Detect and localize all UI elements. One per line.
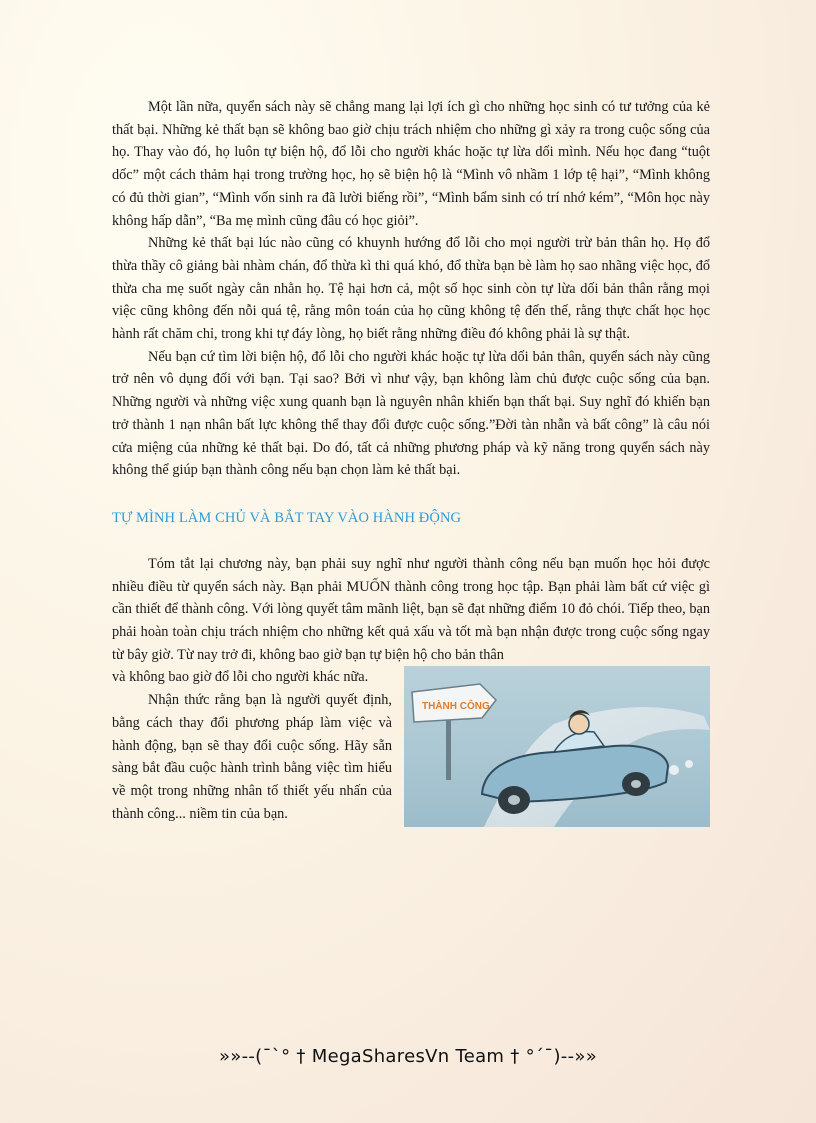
paragraph-1: Một lần nữa, quyển sách này sẽ chẳng mang lại lợi ích gì cho những học sinh có tư tưởng của kẻ thất bại. Những kẻ thất bạn sẽ không bao giờ chịu trách nhiệm cho những gì xảy ra trong cuộc sống của họ. Thay vào đó, họ luôn tự biện hộ, đổ lỗi cho người khác hoặc tự lừa dối mình. Nếu học đang “tuột dốc” một cách thảm hại trong trường học, họ sẽ biện hộ là “Mình vô nhầm 1 lớp tệ hại”, “Mình không có đủ thời gian”, “Mình vốn sinh ra đã lười biếng rồi”, “Mình bẩm sinh có trí nhớ kém”, “Môn học này không hấp dẫn”, “Ba mẹ mình cũng đâu có học giỏi”.	[112, 99, 710, 229]
section-heading: TỰ MÌNH LÀM CHỦ VÀ BẮT TAY VÀO HÀNH ĐỘNG	[112, 509, 462, 526]
paragraph-3: Nếu bạn cứ tìm lời biện hộ, đổ lỗi cho người khác hoặc tự lừa dối bản thân, quyển sách này cũng trở nên vô dụng đối với bạn. Tại sao? Bởi vì như vậy, bạn không làm chủ được cuộc sống của bạn. Những người và những việc xung quanh bạn là nguyên nhân khiến bạn thất bại. Suy nghĩ đó khiến bạn trở thành 1 nạn nhân bất lực không thể thay đổi được cuộc sống.”Đời tàn nhẫn và bất công” là câu nói cửa miệng của những kẻ thất bại. Do đó, tất cả những phương pháp và kỹ năng trong quyển sách này không thể giúp bạn thành công nếu bạn chọn làm kẻ thất bại.	[112, 348, 710, 479]
paragraph-summary: Tóm tắt lại chương này, bạn phải suy nghĩ như người thành công nếu bạn muốn học hỏi được nhiều điều từ quyển sách này. Bạn phải MUỐN thành công trong học tập. Bạn phải làm bất cứ việc gì cần thiết để thành công. Với lòng quyết tâm mãnh liệt, bạn sẽ đạt những điểm 10 đỏ chói. Tiếp theo, bạn phải hoàn toàn chịu trách nhiệm cho những kết quả xấu và tốt mà bạn nhận được trong cuộc sống ngay từ bây giờ. Từ nay trở đi, không bao giờ bạn tự biện hộ cho bản thân	[112, 555, 710, 663]
document-body	[112, 96, 710, 825]
sign-text	[422, 699, 490, 712]
car-drawing	[404, 666, 710, 827]
footer-signature: »»--(¯`° † MegaSharesVn Team † °´¯)--»»	[218, 1046, 598, 1067]
text-with-illustration	[112, 666, 710, 825]
paragraph-2: Những kẻ thất bại lúc nào cũng có khuynh hướng đổ lỗi cho mọi người trừ bản thân họ. Họ đổ thừa thầy cô giảng bài nhàm chán, đổ thừa kì thi quá khó, đổ thừa bạn bè làm họ sao nhãng việc học, đổ thừa cha mẹ suốt ngày cằn nhằn họ. Tệ hại hơn cả, một số học sinh còn tự lừa dối bản thân rằng mọi việc cũng không đến nỗi quá tệ, rằng môn toán của họ cũng không tệ đến thế, rằng thực chất học học hành rất chăm chỉ, trong khi tự đáy lòng, họ biết rằng những điều đó không phải là sự thật.	[112, 235, 710, 343]
paragraph-last: Nhận thức rằng bạn là người quyết định, bằng cách thay đổi phương pháp làm việc và hành động, bạn sẽ thay đổi cuộc sống. Hãy sẵn sàng bắt đầu cuộc hành trình bằng việc tìm hiểu về một trong những nhân tố thiết yếu nhấn của thành công... niềm tin của bạn.	[112, 692, 392, 822]
car-illustration	[404, 666, 710, 827]
svg-text:THÀNH CÔNG: THÀNH CÔNG	[422, 701, 490, 713]
paragraph-summary-tail: và không bao giờ đổ lỗi cho người khác nữa.	[112, 669, 369, 686]
